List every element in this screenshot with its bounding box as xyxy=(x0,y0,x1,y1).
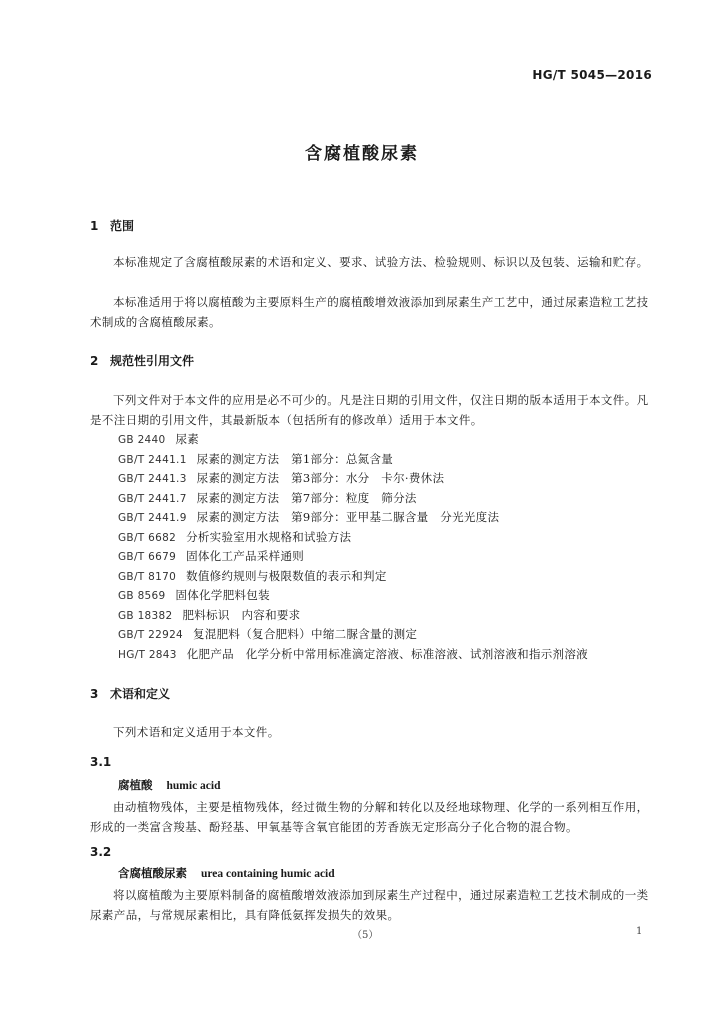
term-zh: 含腐植酸尿素 xyxy=(118,866,187,880)
reference-item xyxy=(118,645,588,665)
reference-code: GB/T 6682 xyxy=(118,531,177,544)
reference-code: GB/T 6679 xyxy=(118,551,177,563)
section-number: 2 xyxy=(90,354,99,368)
reference-code: GB/T 2441.1 xyxy=(118,453,187,466)
reference-item xyxy=(118,469,588,489)
term-number: 3.2 xyxy=(90,845,112,859)
reference-code: GB/T 2441.3 xyxy=(118,473,187,485)
reference-item xyxy=(118,625,588,645)
term-number: 3.1 xyxy=(90,755,112,769)
reference-item xyxy=(118,606,588,626)
reference-title: 固体化工产品采样通则 xyxy=(186,549,305,563)
reference-title: 分析实验室用水规格和试验方法 xyxy=(186,529,352,544)
reference-code: GB 2440 xyxy=(118,434,166,446)
terms-intro: 下列术语和定义适用于本文件。 xyxy=(113,725,280,739)
reference-item xyxy=(118,430,588,450)
footer-center-mark: （5） xyxy=(352,930,379,941)
reference-code: GB 8569 xyxy=(118,590,166,602)
reference-code: GB/T 2441.7 xyxy=(118,492,187,505)
section-title: 范围 xyxy=(110,219,135,233)
reference-title: 复混肥料（复合肥料）中缩二脲含量的测定 xyxy=(193,627,418,641)
normative-intro: 下列文件对于本文件的应用是必不可少的。凡是注日期的引用文件，仅注日期的版本适用于本文件。凡是不注日期的引用文件，其最新版本（包括所有的修改单）适用于本文件。 xyxy=(90,393,649,427)
reference-title: 尿素 xyxy=(175,432,200,446)
section-number: 1 xyxy=(90,219,99,233)
reference-item xyxy=(118,586,588,606)
reference-code: GB/T 2441.9 xyxy=(118,512,187,524)
term-en: humic acid xyxy=(166,780,221,792)
term-zh: 腐植酸 xyxy=(118,778,153,792)
reference-title: 肥料标识 内容和要求 xyxy=(182,607,301,622)
reference-item xyxy=(118,528,588,548)
term-heading xyxy=(118,865,335,881)
section-3-heading xyxy=(90,685,170,702)
reference-title: 化肥产品 化学分析中常用标准滴定溶液、标准溶液、试剂溶液和指示剂溶液 xyxy=(186,646,588,661)
reference-list xyxy=(118,430,588,664)
term-heading xyxy=(118,777,221,793)
reference-item xyxy=(118,567,588,587)
section-number: 3 xyxy=(90,687,99,701)
reference-title: 尿素的测定方法 第1部分：总氮含量 xyxy=(196,451,394,466)
reference-title: 数值修约规则与极限数值的表示和判定 xyxy=(186,568,387,583)
reference-item xyxy=(118,508,588,528)
reference-title: 尿素的测定方法 第3部分：水分 卡尔·费休法 xyxy=(196,471,445,485)
reference-code: GB/T 8170 xyxy=(118,570,177,583)
reference-code: HG/T 2843 xyxy=(118,648,177,661)
reference-code: GB/T 22924 xyxy=(118,629,184,641)
reference-item xyxy=(118,489,588,509)
reference-item xyxy=(118,450,588,470)
section-1-heading xyxy=(90,217,134,234)
scope-paragraph-2: 本标准适用于将以腐植酸为主要原料生产的腐植酸增效液添加到尿素生产工艺中，通过尿素造粒工艺技术制成的含腐植酸尿素。 xyxy=(90,295,649,329)
reference-title: 固体化学肥料包装 xyxy=(175,588,270,602)
section-2-heading xyxy=(90,352,194,369)
page-number: 1 xyxy=(636,926,643,937)
reference-item xyxy=(118,547,588,567)
term-definition: 由动植物残体，主要是植物残体，经过微生物的分解和转化以及经地球物理、化学的一系列相互作用，形成的一类富含羧基、酚羟基、甲氧基等含氧官能团的芳香族无定形高分子化合物的混合物。 xyxy=(90,800,649,834)
section-title: 术语和定义 xyxy=(110,687,171,701)
reference-title: 尿素的测定方法 第9部分：亚甲基二脲含量 分光光度法 xyxy=(196,510,500,524)
term-definition: 将以腐植酸为主要原料制备的腐植酸增效液添加到尿素生产过程中，通过尿素造粒工艺技术制成的一类尿素产品，与常规尿素相比，具有降低氨挥发损失的效果。 xyxy=(90,888,649,922)
term-en: urea containing humic acid xyxy=(201,868,335,880)
section-title: 规范性引用文件 xyxy=(110,354,195,368)
reference-code: GB 18382 xyxy=(118,609,173,622)
standard-code: HG/T 5045—2016 xyxy=(532,68,652,82)
document-title: 含腐植酸尿素 xyxy=(305,144,419,164)
scope-paragraph-1: 本标准规定了含腐植酸尿素的术语和定义、要求、试验方法、检验规则、标识以及包装、运输和贮存。 xyxy=(113,255,649,269)
reference-title: 尿素的测定方法 第7部分：粒度 筛分法 xyxy=(196,490,417,505)
